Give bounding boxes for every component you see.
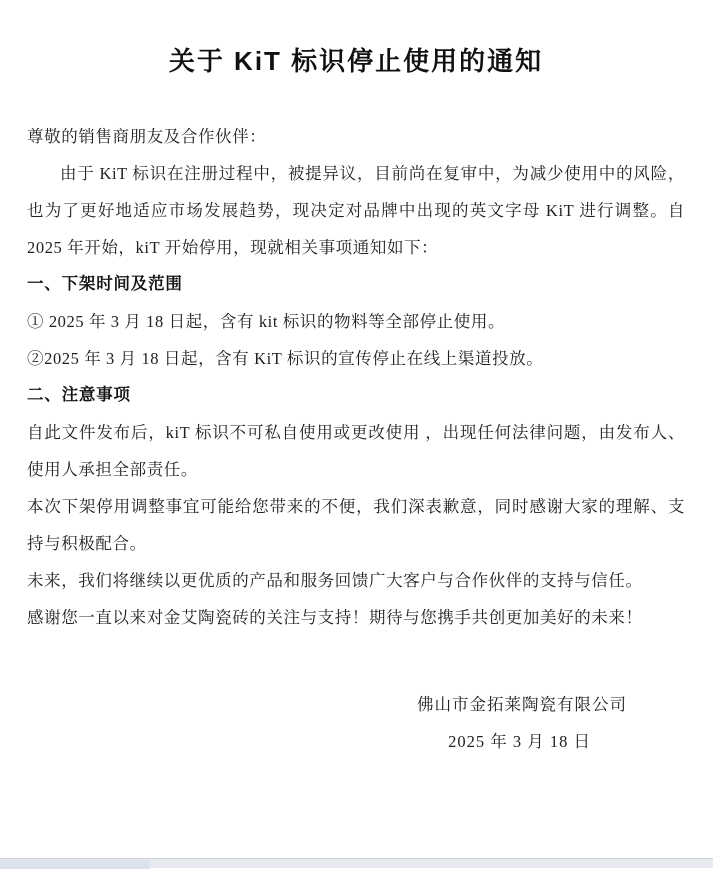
section-2-paragraph-4: 感谢您一直以来对金艾陶瓷砖的关注与支持！期待与您携手共创更加美好的未来！ [27, 608, 643, 627]
section-2-paragraph-3: 未来，我们将继续以更优质的产品和服务回馈广大客户与合作伙伴的支持与信任。 [27, 571, 643, 590]
signature-date: 2025 年 3 月 18 日 [448, 732, 591, 751]
document-title: 关于 KiT 标识停止使用的通知 [168, 46, 544, 76]
section-2-paragraph-2: 本次下架停用调整事宜可能给您带来的不便，我们深表歉意，同时感谢大家的理解、支持与积极配合。 [27, 497, 685, 553]
intro-paragraph: 由于 KiT 标识在注册过程中，被提异议，目前尚在复审中，为减少使用中的风险，也为了更好地适应市场发展趋势，现决定对品牌中出现的英文字母 KiT 进行调整。自 2025 年开始，kiT 开始停用，现就相关事项通知如下： [27, 164, 685, 257]
section-2-paragraph-1: 自此文件发布后，kiT 标识不可私自使用或更改使用 ，出现任何法律问题，由发布人、使用人承担全部责任。 [27, 423, 685, 479]
signature-company-name: 佛山市金拓莱陶瓷有限公司 [417, 695, 627, 714]
section-1-heading: 一、下架时间及范围 [27, 275, 183, 293]
greeting-line: 尊敬的销售商朋友及合作伙伴： [27, 127, 267, 146]
section-2-heading: 二、注意事项 [27, 386, 131, 404]
horizontal-scrollbar[interactable] [0, 858, 713, 868]
signature-block [27, 686, 685, 760]
section-1-item-2: ②2025 年 3 月 18 日起，含有 KiT 标识的宣传停止在线上渠道投放。 [27, 349, 544, 368]
section-1-item-1: ① 2025 年 3 月 18 日起，含有 kit 标识的物料等全部停止使用。 [27, 312, 506, 331]
